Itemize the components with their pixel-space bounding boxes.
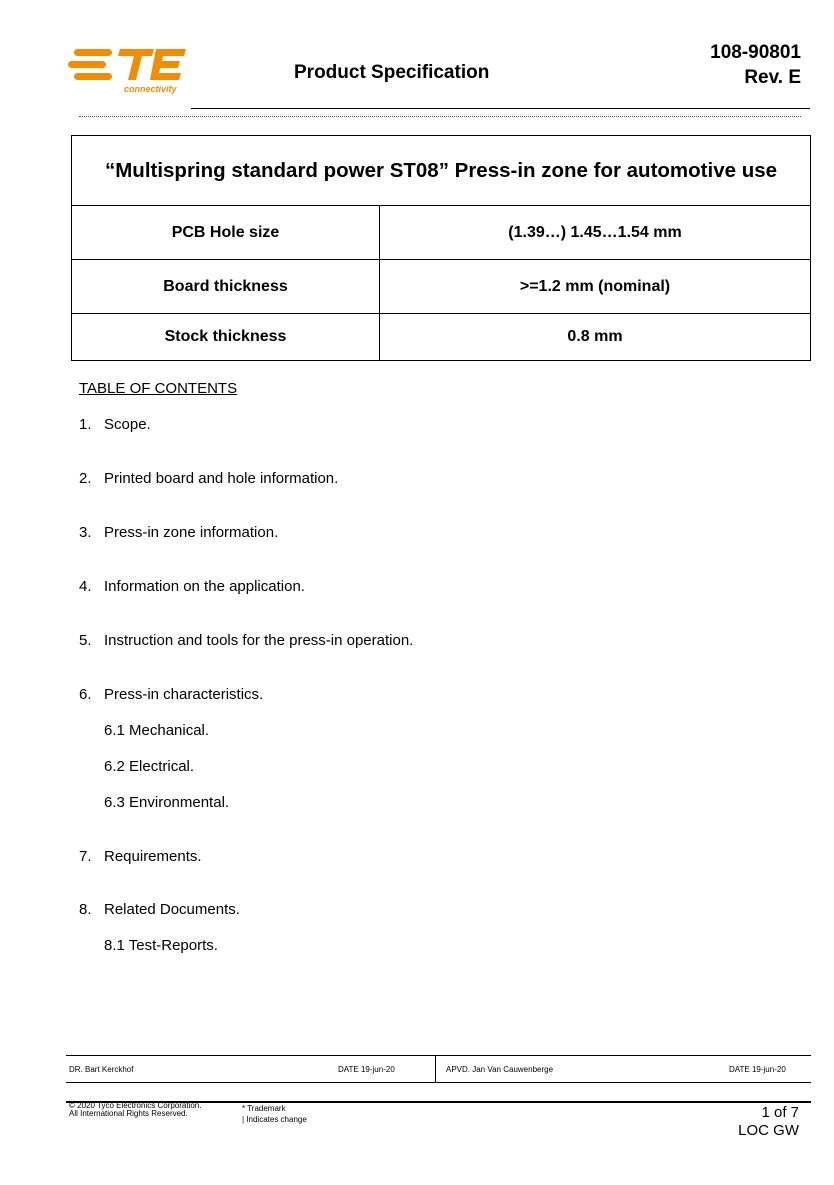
toc-text: Scope.: [104, 416, 151, 433]
table-row: [72, 206, 811, 260]
toc-item-environmental[interactable]: [104, 794, 229, 811]
spec-table-title: “Multispring standard power ST08” Press-in zone for automotive use: [72, 136, 811, 206]
toc-item-test-reports[interactable]: [104, 937, 218, 954]
table-row: [72, 260, 811, 314]
toc-number: 3.: [79, 524, 92, 541]
drawn-date: DATE 19-jun-20: [338, 1065, 395, 1074]
logo-subtitle: connectivity: [124, 84, 177, 94]
toc-item-characteristics[interactable]: [79, 686, 263, 703]
toc-item-related-documents[interactable]: [79, 901, 240, 918]
toc-text: Information on the application.: [104, 578, 305, 595]
toc-text: 6.3 Environmental.: [104, 794, 230, 811]
approved-date: DATE 19-jun-20: [729, 1065, 786, 1074]
spec-value: 0.8 mm: [380, 314, 811, 361]
toc-item-board[interactable]: [79, 470, 338, 487]
copyright-line-2: All International Rights Reserved.: [69, 1109, 188, 1118]
toc-text: 6.2 Electrical.: [104, 758, 195, 775]
location-code: LOC GW: [738, 1122, 799, 1139]
toc-number: 8.: [79, 901, 92, 918]
toc-text: Press-in characteristics.: [104, 686, 264, 703]
approved-by: APVD. Jan Van Cauwenberge: [446, 1065, 554, 1074]
toc-text: Related Documents.: [104, 901, 240, 918]
toc-item-application[interactable]: [79, 578, 305, 595]
document-title: Product Specification: [294, 62, 490, 83]
toc-text: Requirements.: [104, 848, 202, 865]
toc-number: 2.: [79, 470, 92, 487]
toc-item-instruction[interactable]: [79, 632, 413, 649]
toc-item-mechanical[interactable]: [104, 722, 209, 739]
spec-value: >=1.2 mm (nominal): [380, 260, 811, 314]
page-number: 1 of 7: [761, 1104, 799, 1121]
drawn-by: DR. Bart Kerckhof: [69, 1065, 134, 1074]
toc-text: Printed board and hole information.: [104, 470, 339, 487]
spec-table: [71, 135, 811, 361]
toc-number: 4.: [79, 578, 92, 595]
toc-item-requirements[interactable]: [79, 848, 202, 865]
footer-divider-middle: [66, 1082, 811, 1083]
spec-label: Board thickness: [72, 260, 380, 314]
header-dotted-divider: [79, 116, 801, 117]
table-row: [72, 314, 811, 361]
toc-text: Press-in zone information.: [104, 524, 279, 541]
toc-heading: TABLE OF CONTENTS: [79, 380, 238, 397]
toc-number: 6.: [79, 686, 92, 703]
toc-text: Instruction and tools for the press-in operation.: [104, 632, 414, 649]
trademark-note: * Trademark: [242, 1104, 286, 1113]
toc-number: 7.: [79, 848, 92, 865]
toc-item-electrical[interactable]: [104, 758, 194, 775]
spec-value: (1.39…) 1.45…1.54 mm: [380, 206, 811, 260]
toc-number: 5.: [79, 632, 92, 649]
spec-label: Stock thickness: [72, 314, 380, 361]
header-divider: [191, 108, 810, 109]
document-number: 108-90801: [710, 42, 801, 63]
toc-number: 1.: [79, 416, 92, 433]
document-revision: Rev. E: [744, 67, 801, 88]
toc-text: 8.1 Test-Reports.: [104, 937, 218, 954]
change-note: | Indicates change: [242, 1115, 307, 1124]
toc-item-press-in-zone[interactable]: [79, 524, 278, 541]
footer-divider-top: [66, 1055, 811, 1056]
toc-text: 6.1 Mechanical.: [104, 722, 210, 739]
copyright-line-1: © 2020 Tyco Electronics Corporation.: [69, 1101, 202, 1110]
toc-item-scope[interactable]: [79, 416, 151, 433]
spec-label: PCB Hole size: [72, 206, 380, 260]
footer-column-divider: [435, 1055, 436, 1082]
